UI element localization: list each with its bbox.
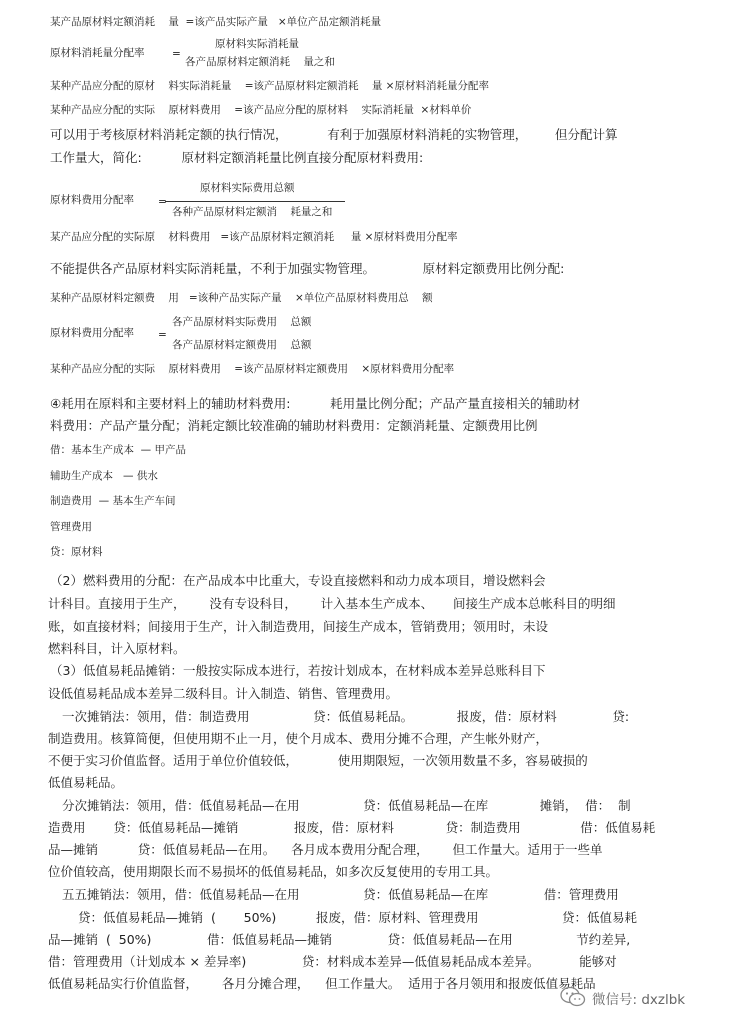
- paragraph-line: 位价值较高，使用期限长而不易损坏的低值易耗品，如多次反复使用的专用工具。: [48, 864, 499, 879]
- fraction-denominator: 各种产品原材料定额消 耗量之和: [172, 206, 333, 218]
- journal-entry-line: 辅助生产成本 — 供水: [50, 470, 158, 482]
- paragraph-line: 品—摊销 ( 50%) 借：低值易耗品—摊销 贷：低值易耗品—在用 节约差异,: [48, 932, 631, 947]
- paragraph-line: 计科目。直接用于生产， 没有专设科目， 计入基本生产成本、 间接生产成本总帐科目的明细: [48, 596, 616, 611]
- paragraph-line: ④耗用在原料和主要材料上的辅助材料费用: 耗用量比例分配；产品产量直接相关的辅助材: [50, 396, 581, 411]
- paragraph-line: 账，如直接材料；间接用于生产，计入制造费用，间接生产成本，管销费用；领用时，未设: [48, 619, 549, 634]
- journal-entry-line: 管理费用: [50, 521, 92, 533]
- formula-actual-cost: 某种产品应分配的实际 原材料费用 =该产品应分配的原材料 实际消耗量 ×材料单价: [50, 104, 472, 116]
- paragraph-line: 低值易耗品。: [48, 775, 124, 790]
- paragraph-line: 借：管理费用（计划成本 × 差异率) 贷：材料成本差异—低值易耗品成本差异。 能够对: [48, 954, 617, 969]
- fraction-numerator: 原材料实际费用总额: [200, 182, 295, 194]
- fraction-numerator: 原材料实际消耗量: [215, 38, 299, 50]
- journal-entry-line: 制造费用 — 基本生产车间: [50, 495, 176, 507]
- paragraph-line: 贷：低值易耗品—摊销 ( 50%) 报废，借：原材料、管理费用 贷：低值易耗: [78, 910, 637, 925]
- equals-sign: =: [172, 48, 181, 60]
- formula-allocated-cost: 某产品应分配的实际原 材料费用 =该产品原材料定额消耗 量 ×原材料费用分配率: [50, 231, 458, 243]
- formula-actual-material-cost: 某种产品应分配的实际 原材料费用 =该产品原材料定额费用 ×原材料费用分配率: [50, 363, 455, 375]
- equals-sign: =: [158, 196, 167, 208]
- equals-sign: =: [158, 329, 167, 341]
- paragraph-line: 燃料科目，计入原材料。: [48, 641, 186, 656]
- paragraph-line: 五五摊销法：领用，借：低值易耗品—在用 贷：低值易耗品—在库 借：管理费用: [62, 887, 619, 902]
- fraction-bar: [165, 201, 345, 202]
- formula-label-cost-rate: 原材料费用分配率: [50, 194, 134, 206]
- paragraph-line: 设低值易耗品成本差异二级科目。计入制造、销售、管理费用。: [48, 686, 399, 701]
- paragraph-line: 分次摊销法：领用，借：低值易耗品—在用 贷：低值易耗品—在库 摊销， 借： 制: [62, 798, 631, 813]
- paragraph-line: 可以用于考核原材料消耗定额的执行情况， 有利于加强原材料消耗的实物管理， 但分配计算: [50, 127, 618, 142]
- paragraph-line: 一次摊销法：领用，借：制造费用 贷：低值易耗品。 报废，借：原材料 贷:: [62, 709, 630, 724]
- formula-quota-cost: 某种产品原材料定额费 用 =该种产品实际产量 ×单位产品原材料费用总 额: [50, 292, 433, 304]
- formula-label-consumption-rate: 原材料消耗量分配率: [50, 47, 145, 59]
- journal-entry-line: 借：基本生产成本 — 甲产品: [50, 444, 187, 456]
- paragraph-line: 低值易耗品实行价值监督， 各月分摊合理， 但工作量大。 适用于各月领用和报废低值易耗品: [48, 976, 596, 991]
- paragraph-line: 不便于实习价值监督。适用于单位价值较低， 使用期限短，一次领用数量不多，容易破损的: [48, 753, 588, 768]
- watermark-text: 微信号: dxzlbk: [592, 992, 686, 1008]
- paragraph-line: 品—摊销 贷：低值易耗品—在用。 各月成本费用分配合理， 但工作量大。适用于一些单: [48, 842, 603, 857]
- paragraph-line: （3）低值易耗品摊销：一般按实际成本进行，若按计划成本，在材料成本差异总账科目下: [50, 663, 546, 678]
- journal-entry-line: 贷：原材料: [50, 546, 103, 558]
- paragraph-line: 工作量大，简化: 原材料定额消耗量比例直接分配原材料费用:: [50, 150, 424, 165]
- wechat-icon: [560, 986, 586, 1008]
- paragraph-line: 造费用 贷：低值易耗品—摊销 报废，借：原材料 贷：制造费用 借：低值易耗: [48, 820, 656, 835]
- formula-label-cost-rate: 原材料费用分配率: [50, 327, 134, 339]
- paragraph-line: 料费用：产品产量分配；消耗定额比较准确的辅助材料费用：定额消耗量、定额费用比例: [50, 418, 538, 433]
- fraction-denominator: 各产品原材料定额消耗 量之和: [185, 56, 335, 68]
- fraction-denominator: 各产品原材料定额费用 总额: [172, 339, 312, 351]
- formula-actual-consumption: 某种产品应分配的原材 料实际消耗量 =该产品原材料定额消耗 量 ×原材料消耗量分配率: [50, 80, 489, 92]
- paragraph-line: （2）燃料费用的分配：在产品成本中比重大，专设直接燃料和动力成本项目，增设燃料会: [50, 573, 546, 588]
- fraction-numerator: 各产品原材料实际费用 总额: [172, 316, 312, 328]
- paragraph-line: 制造费用。核算简便，但使用期不止一月，使个月成本、费用分摊不合理，产生帐外财产，: [48, 731, 549, 746]
- paragraph-line: 不能提供各产品原材料实际消耗量，不利于加强实物管理。 原材料定额费用比例分配:: [50, 261, 565, 276]
- formula-material-quota: 某产品原材料定额消耗 量 =该产品实际产量 ×单位产品定额消耗量: [50, 16, 382, 28]
